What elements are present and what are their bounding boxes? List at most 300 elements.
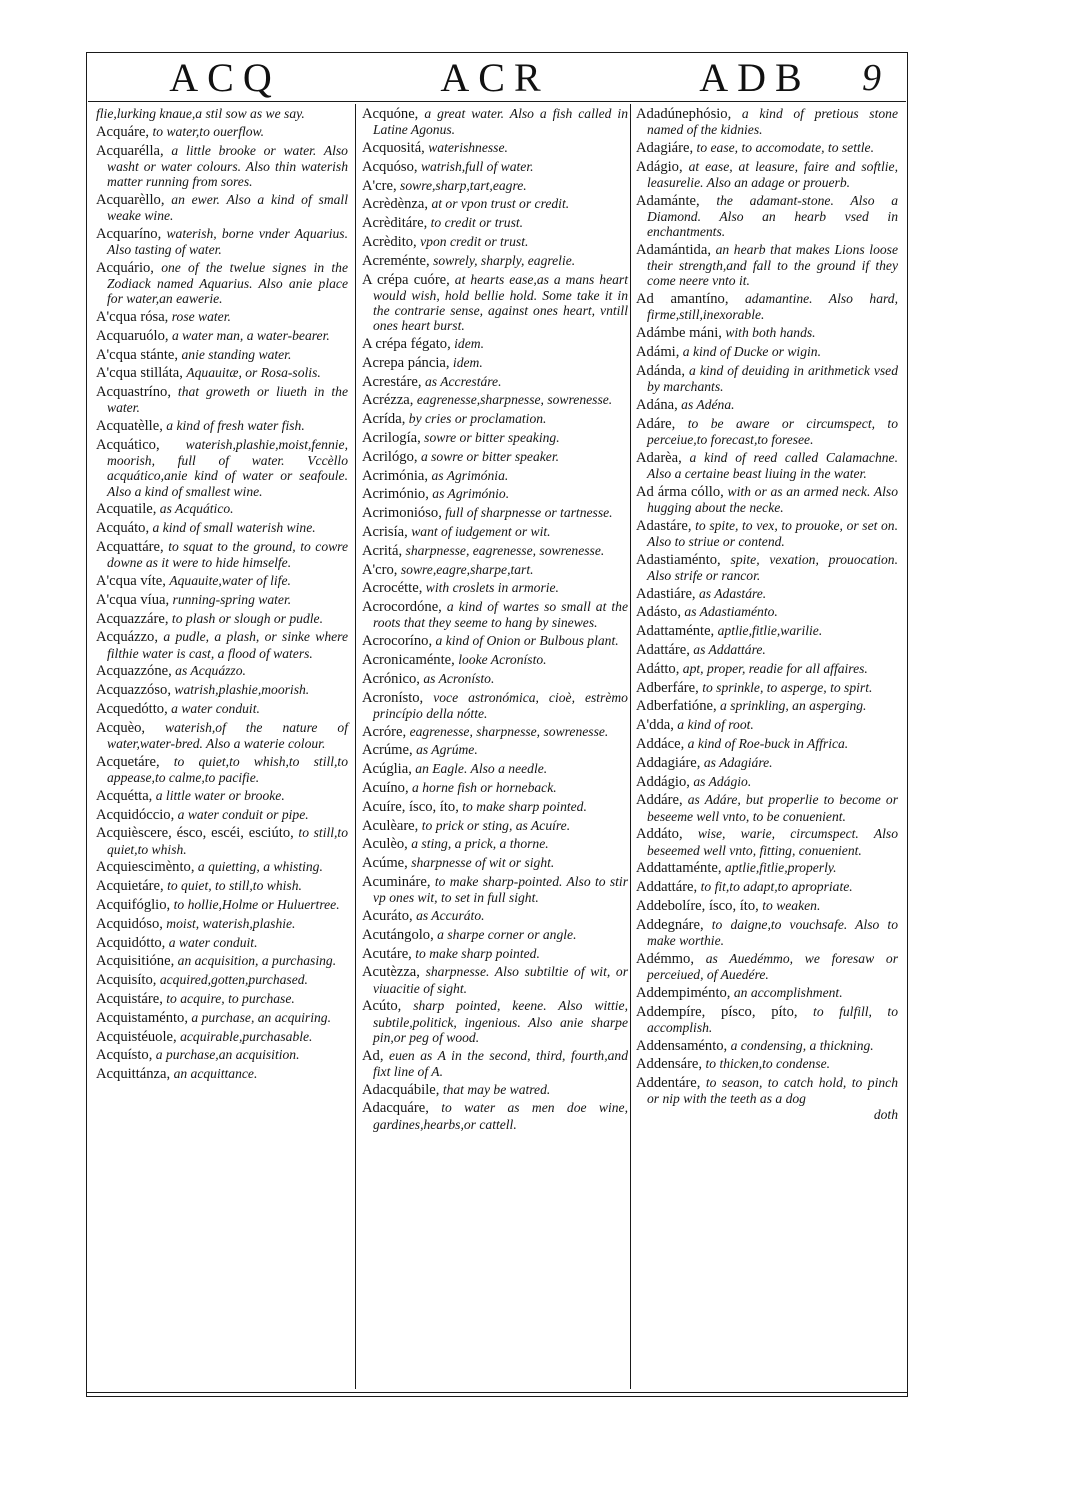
definition: to fit,to adapt,to apropriate. (700, 879, 853, 895)
headword: Acquistaménto, (96, 1009, 189, 1026)
headword: Addáce, (636, 735, 685, 752)
definition: an Eagle. Also a needle. (415, 761, 548, 777)
headword: Adamánte, (636, 192, 700, 209)
definition: to fulfill, to accomplish. (647, 1003, 898, 1035)
headword: Acumináre, (362, 873, 431, 890)
dictionary-entry (362, 336, 628, 352)
definition: a kind of small waterish wine. (152, 520, 316, 536)
headword: Acrilógo, (362, 448, 418, 465)
dictionary-entry (636, 642, 898, 658)
headword: Acrimónio, (362, 486, 429, 503)
definition: at or vpon trust or credit. (431, 196, 570, 212)
dictionary-entry (362, 272, 628, 334)
dictionary-entry (362, 964, 628, 995)
definition: moist, waterish,plashie. (166, 915, 296, 931)
dictionary-entry (636, 291, 898, 322)
dictionary-entry (96, 807, 348, 823)
dictionary-entry (636, 698, 898, 714)
headword: Acquièscere, ésco, escéi, esciúto, (96, 825, 294, 842)
dictionary-entry (362, 140, 628, 156)
dictionary-entry (636, 623, 898, 639)
definition: as Adáre, but properlie to become or beseeme well vnto, to be conuenient. (647, 792, 898, 824)
definition: as Acquázzo. (175, 663, 246, 679)
definition: with croslets in armorie. (425, 580, 559, 596)
headword: Adastiaménto, (636, 551, 721, 568)
definition: a kind of reed called Calamachne. Also a certaine beast liuing in the water. (647, 449, 898, 481)
definition: eagrenesse,sharpnesse, sowrenesse. (416, 392, 613, 408)
dictionary-entry (96, 539, 348, 570)
definition: voce astronómica, cioè, estrèmo princípio della nótte. (373, 689, 628, 721)
dictionary-entry (96, 859, 348, 875)
definition: to water,to ouerflow. (152, 123, 265, 139)
headword: Ad amantíno, (636, 291, 729, 308)
definition: to spite, to vex, to prouoke, or set on. Also to striue or contend. (647, 517, 898, 549)
headword: Adberfatióne, (636, 698, 717, 715)
definition: sharpnesse. Also subtiltie of wit, or viuacitie of sight. (373, 964, 628, 996)
headword: Acquèo, (96, 719, 146, 736)
headword: Acuíno, (362, 779, 409, 796)
headword: Acrocétte, (362, 580, 423, 597)
dictionary-entry (362, 196, 628, 212)
headword: A'cro, (362, 561, 398, 578)
dictionary-entry (362, 761, 628, 777)
dictionary-entry (96, 935, 348, 951)
catchword: doth (873, 1107, 898, 1123)
headword: Acquietáre, (96, 878, 164, 895)
definition: a condensing, a thickning. (730, 1037, 874, 1053)
definition: a great water. Also a fish called in Latine Agonus. (373, 106, 629, 138)
definition: acquired,gotten,purchased. (159, 972, 308, 988)
definition: a horne fish or horneback. (412, 779, 557, 795)
dictionary-entry (362, 724, 628, 740)
definition: idem. (454, 335, 484, 351)
definition: as Accrestáre. (424, 373, 502, 389)
dictionary-entry (96, 1010, 348, 1026)
headword: Adátto, (636, 660, 680, 677)
dictionary-entry (636, 450, 898, 481)
headword: Acquifóglio, (96, 896, 171, 913)
headword: Addempiménto, (636, 984, 731, 1001)
dictionary-entry (636, 661, 898, 677)
headword: Acquattáre, (96, 538, 164, 555)
headword: Addattaménte, (636, 860, 722, 877)
definition: as Agrimónia. (431, 467, 509, 483)
dictionary-entry (96, 972, 348, 988)
definition: a kind of deuiding in arithmetick vsed by marchants. (647, 362, 898, 394)
definition: a pudle, a plash, or sinke where filthie water is cast, a flood of waters. (107, 629, 348, 661)
definition: sowrely, sharply, eagrelie. (433, 252, 576, 268)
dictionary-entry (362, 253, 628, 269)
definition: to squat to the ground, to cowre downe as it were to hide himselfe. (107, 538, 349, 571)
dictionary-entry (362, 106, 628, 137)
dictionary-entry (362, 374, 628, 390)
definition: anie standing water. (181, 346, 292, 362)
headword: Acquidótto, (96, 934, 166, 951)
dictionary-entry (362, 998, 628, 1045)
definition: a sowre or bitter speaker. (420, 448, 560, 464)
dictionary-entry (362, 580, 628, 596)
headword: Acquastríno, (96, 384, 171, 401)
dictionary-entry (96, 143, 348, 190)
definition: as Adastáre. (698, 585, 767, 601)
definition: adamantine. Also hard, firme,still,inexorable. (647, 291, 898, 323)
definition: to make sharp pointed. (415, 945, 540, 961)
definition: an accomplishment. (733, 984, 843, 1000)
dictionary-entry (636, 397, 898, 413)
definition: watrish,plashie,moorish. (174, 682, 310, 698)
headword: Addensáre, (636, 1056, 703, 1073)
headword: Adattáre, (636, 641, 690, 658)
dictionary-entry (636, 604, 898, 620)
dictionary-entry (362, 874, 628, 905)
dictionary-entry (96, 878, 348, 894)
definition: a water conduit. (171, 700, 260, 716)
headword: Acúme, (362, 855, 408, 872)
definition: to season, to catch hold, to pinch or nip with the teeth as a dog (647, 1075, 898, 1107)
definition: a quietting, a whisting. (197, 859, 323, 875)
dictionary-entry (636, 736, 898, 752)
dictionary-entry (636, 680, 898, 696)
dictionary-entry (96, 592, 348, 608)
dictionary-entry (96, 682, 348, 698)
headword: Acrézza, (362, 392, 414, 409)
headword: A'cre, (362, 177, 397, 194)
dictionary-entry (636, 140, 898, 156)
definition: one of the twelue signes in the Zodiack named Aquarius. Also anie place for water,an eawerie. (107, 259, 348, 307)
dictionary-entry (362, 818, 628, 834)
dictionary-entry (362, 1082, 628, 1098)
headword: A'cqua víua, (96, 591, 170, 608)
dictionary-entry (362, 855, 628, 871)
headword: Addáre, (636, 792, 683, 809)
definition: as Adéna. (681, 396, 735, 412)
definition: that groweth or liueth in the water. (107, 384, 348, 416)
running-head-center: ACR (440, 54, 550, 100)
definition: the adamant-stone. Also a Diamond. Also an hearb vsed in enchantments. (647, 192, 898, 240)
definition: as Adágio. (693, 773, 752, 789)
definition: sowre or bitter speaking. (424, 429, 560, 445)
dictionary-entry (96, 953, 348, 969)
headword: Acquáre, (96, 123, 150, 140)
headword: Acrisía, (362, 523, 408, 540)
dictionary-entry (362, 234, 628, 250)
headword: Acreménte, (362, 252, 430, 269)
definition: Aquauite,water of life. (169, 572, 291, 588)
definition: spite, vexation, prouocation. Also strife or rancor. (647, 551, 898, 583)
definition: want of iudgement or wit. (411, 523, 551, 539)
definition: an hearb that makes Lions loose their strength,and fall to the ground if they come neere vnto it. (647, 242, 898, 289)
definition: acquirable,purchasable. (180, 1028, 313, 1044)
column-rule-1 (355, 104, 356, 1389)
definition: watrish,full of water. (420, 158, 534, 174)
headword: Adágio, (636, 158, 683, 175)
headword: Acrocordóne, (362, 599, 442, 616)
dictionary-entry (96, 328, 348, 344)
definition: an acquittance. (173, 1066, 258, 1082)
definition: eagrenesse, sharpnesse, sowrenesse. (409, 723, 609, 739)
headword: Adánda, (636, 362, 686, 379)
dictionary-entry (636, 344, 898, 360)
dictionary-entry (96, 897, 348, 913)
definition: a kind of Roe-buck in Affrica. (687, 735, 849, 751)
headword: Addempíre, písco, píto, (636, 1003, 798, 1020)
headword: Adacquáre, (362, 1100, 429, 1117)
definition: flie,lurking knaue,a stil sow as we say. (96, 106, 305, 121)
headword: Acquático, (96, 436, 160, 453)
headword: A'cqua rósa, (96, 309, 169, 325)
definition: that may be watred. (442, 1081, 551, 1097)
dictionary-entry (362, 652, 628, 668)
headword: Acquóne, (362, 106, 419, 122)
dictionary-entry (636, 159, 898, 190)
headword: Acrónico, (362, 670, 420, 687)
definition: apt, proper, readie for all affaires. (682, 660, 868, 676)
definition: to weaken. (762, 897, 821, 913)
definition: running-spring water. (172, 591, 292, 607)
headword: Adattaménte, (636, 623, 715, 640)
dictionary-entry (636, 860, 898, 876)
dictionary-entry (362, 836, 628, 852)
footer-rule (86, 1392, 908, 1393)
dictionary-entry (362, 215, 628, 231)
headword: Ad, (362, 1047, 384, 1064)
definition: Aquauitæ, or Rosa-solis. (186, 365, 321, 381)
definition: sharp pointed, keene. Also wittie, subtile,politick, ingenious. Also anie sharpe pin,or peg of wood. (373, 998, 628, 1045)
dictionary-entry (96, 611, 348, 627)
definition: to acquire, to purchase. (166, 990, 295, 1006)
dictionary-entry (96, 124, 348, 140)
definition: a purchase,an acquisition. (155, 1047, 300, 1063)
dictionary-entry (362, 1048, 628, 1079)
dictionary-entry (362, 799, 628, 815)
headword: A crépa cuóre, (362, 271, 450, 288)
headword: Acquaríno, (96, 225, 162, 242)
headword: Ad árma cóllo, (636, 483, 724, 500)
headword: Acrèdito, (362, 233, 417, 250)
dictionary-entry (636, 1056, 898, 1072)
headword: Addebolíre, ísco, íto, (636, 897, 759, 914)
dictionary-entry (362, 159, 628, 175)
dictionary-entry (362, 599, 628, 630)
definition: idem. (452, 354, 483, 370)
headword: Acquatèlle, (96, 418, 163, 435)
definition: as Adagiáre. (703, 754, 773, 770)
dictionary-entry (362, 178, 628, 194)
dictionary-entry (96, 701, 348, 717)
headword: Acquositá, (362, 140, 425, 156)
headword: Addentáre, (636, 1075, 701, 1092)
headword: Adána, (636, 396, 678, 413)
headword: Acquísto, (96, 1047, 153, 1064)
definition: to water as men doe wine, gardines,hearbs,or cattell. (373, 1100, 628, 1132)
headword: Adagiáre, (636, 140, 694, 156)
dictionary-entry (362, 468, 628, 484)
headword: Acquazzóso, (96, 682, 171, 699)
definition: sharpnesse, eagrenesse, sowrenesse. (405, 542, 605, 558)
definition: waterishnesse. (428, 140, 508, 155)
dictionary-entry (362, 486, 628, 502)
headword: A'cqua víte, (96, 572, 166, 589)
headword: Acrèdènza, (362, 196, 429, 213)
dictionary-entry (96, 384, 348, 415)
definition: rose water. (171, 309, 231, 324)
headword: Addegnáre, (636, 916, 704, 933)
running-head-right: ADB (699, 54, 811, 100)
dictionary-entry (96, 260, 348, 307)
definition: euen as A in the second, third, fourth,and fixt line of A. (373, 1047, 628, 1079)
headword: Adásto, (636, 604, 681, 621)
column-3 (636, 106, 898, 1122)
headword: A crépa fégato, (362, 335, 451, 352)
dictionary-entry (636, 552, 898, 583)
dictionary-entry (636, 826, 898, 857)
dictionary-entry (636, 985, 898, 1001)
definition: as Acronísto. (423, 670, 495, 686)
dictionary-entry (362, 562, 628, 578)
headword: Acrída, (362, 411, 406, 428)
headword: Acrepa páncia, (362, 354, 450, 371)
headword: Acquário, (96, 259, 154, 276)
dictionary-entry (96, 418, 348, 434)
dictionary-entry (636, 1038, 898, 1054)
definition: a sting, a prick, a thorne. (411, 836, 549, 852)
definition: to thicken,to condense. (705, 1056, 831, 1072)
dictionary-entry (96, 106, 348, 121)
dictionary-entry (362, 908, 628, 924)
definition: sharpnesse of wit or sight. (411, 855, 555, 871)
headword: Adáre, (636, 415, 676, 432)
headword: Adberfáre, (636, 679, 699, 696)
dictionary-entry (96, 347, 348, 363)
definition: a water man, a water-bearer. (171, 327, 330, 343)
headword: Adámi, (636, 344, 680, 360)
headword: Acquóso, (362, 158, 418, 175)
headword: Acróre, (362, 723, 407, 740)
definition: to make sharp pointed. (462, 798, 587, 814)
dictionary-entry (362, 1100, 628, 1131)
definition: a sharpe corner or angle. (437, 926, 577, 942)
headword: Acquidóso, (96, 915, 163, 932)
dictionary-entry (636, 586, 898, 602)
definition: to daigne,to vouchsafe. Also to make worthie. (647, 916, 898, 948)
definition: as Addattáre. (693, 641, 766, 657)
headword: Acquetáre, (96, 753, 160, 770)
dictionary-entry (96, 309, 348, 325)
dictionary-entry (96, 720, 348, 751)
definition: to quiet, to still,to whish. (167, 878, 302, 894)
dictionary-entry (636, 917, 898, 948)
dictionary-entry (362, 449, 628, 465)
dictionary-entry (636, 1075, 898, 1106)
dictionary-entry (96, 1047, 348, 1063)
definition: with both hands. (725, 325, 816, 341)
definition: at ease, at leasure, faire and softlie, leasurelie. Also an adage or prouerb. (647, 158, 898, 190)
dictionary-entry (96, 365, 348, 381)
definition: sowre,sharp,tart,eagre. (400, 177, 527, 193)
dictionary-entry (636, 879, 898, 895)
column-2 (362, 106, 628, 1134)
definition: aptlie,fitlie,warilie. (717, 623, 823, 639)
dictionary-entry (362, 780, 628, 796)
definition: to make sharp-pointed. Also to stir vp ones wit, to set in full sight. (373, 873, 628, 906)
definition: to plash or slough or pudle. (171, 610, 323, 626)
column-rule-2 (630, 104, 631, 1389)
dictionary-entry (96, 573, 348, 589)
definition: an acquisition, a purchasing. (177, 953, 337, 969)
dictionary-entry (362, 524, 628, 540)
headword: Acquázzo, (96, 629, 158, 646)
headword: Acrilogía, (362, 429, 421, 446)
definition: a kind of root. (677, 717, 754, 733)
definition: by cries or proclamation. (408, 411, 547, 427)
headword: Acutèzza, (362, 964, 420, 981)
definition: waterish,plashie,moist,fennie, moorish, full of water. Vccèllo acquático,anie kind of water or seafoule. Also a kind of smallest wine. (107, 436, 348, 499)
dictionary-entry (362, 671, 628, 687)
headword: A'cqua stilláta, (96, 365, 183, 382)
headword: Acquarèllo, (96, 191, 165, 208)
headword: Adadúnephósio, (636, 106, 732, 122)
definition: with or as an armed neck. Also hugging about the necke. (647, 483, 898, 515)
headword: Acrocoríno, (362, 633, 433, 650)
dictionary-entry (96, 916, 348, 932)
dictionary-entry (362, 355, 628, 371)
definition: as Agrimónio. (432, 486, 510, 502)
dictionary-entry (636, 774, 898, 790)
headword: Acrúme, (362, 742, 413, 759)
headword: Adamántida, (636, 242, 711, 258)
dictionary-entry (96, 192, 348, 223)
dictionary-entry (96, 825, 348, 856)
dictionary-entry (96, 1066, 348, 1082)
column-1 (96, 106, 348, 1085)
definition: a little brooke or water. Also washt or water colours. Also thin waterish matter running from sores. (107, 142, 348, 189)
dictionary-entry (96, 437, 348, 499)
dictionary-entry (362, 392, 628, 408)
definition: aptlie,fitlie,properly. (724, 860, 837, 876)
headword: Adastáre, (636, 517, 692, 534)
dictionary-entry (96, 663, 348, 679)
definition: to ease, to accomodate, to settle. (696, 140, 874, 155)
dictionary-entry (362, 543, 628, 559)
headword: Acutángolo, (362, 926, 434, 943)
headword: Acquazzáre, (96, 610, 169, 627)
headword: Acquatile, (96, 501, 157, 518)
definition: a kind of Ducke or wigin. (682, 344, 821, 359)
headword: Addágio, (636, 773, 690, 790)
definition: at hearts ease,as a mans heart would wish, hold bellie hold. Some take it in the contrarie sense, against ones heart, vntill ones heart burst. (373, 271, 628, 334)
definition: a kind of wartes so small at the roots that they seeme to hang by sinewes. (373, 599, 629, 631)
definition: a purchase, an acquiring. (191, 1009, 331, 1025)
definition: to sprinkle, to asperge, to spirt. (702, 679, 873, 695)
dictionary-entry (636, 898, 898, 914)
dictionary-entry (362, 633, 628, 649)
headword: Acquáto, (96, 520, 150, 537)
dictionary-entry (96, 501, 348, 517)
headword: Acquisíto, (96, 972, 157, 989)
dictionary-entry (636, 325, 898, 341)
headword: Acquidóccio, (96, 806, 175, 823)
definition: a water conduit. (168, 934, 258, 950)
definition: as Accuráto. (416, 907, 485, 923)
headword: Acquisitióne, (96, 953, 175, 970)
page-number: 9 (862, 57, 881, 99)
dictionary-entry (96, 520, 348, 536)
definition: vpon credit or trust. (420, 233, 529, 249)
dictionary-entry (636, 717, 898, 733)
definition: to still,to quiet,to whish. (107, 825, 348, 857)
dictionary-entry (362, 411, 628, 427)
headword: Adarèa, (636, 449, 682, 466)
